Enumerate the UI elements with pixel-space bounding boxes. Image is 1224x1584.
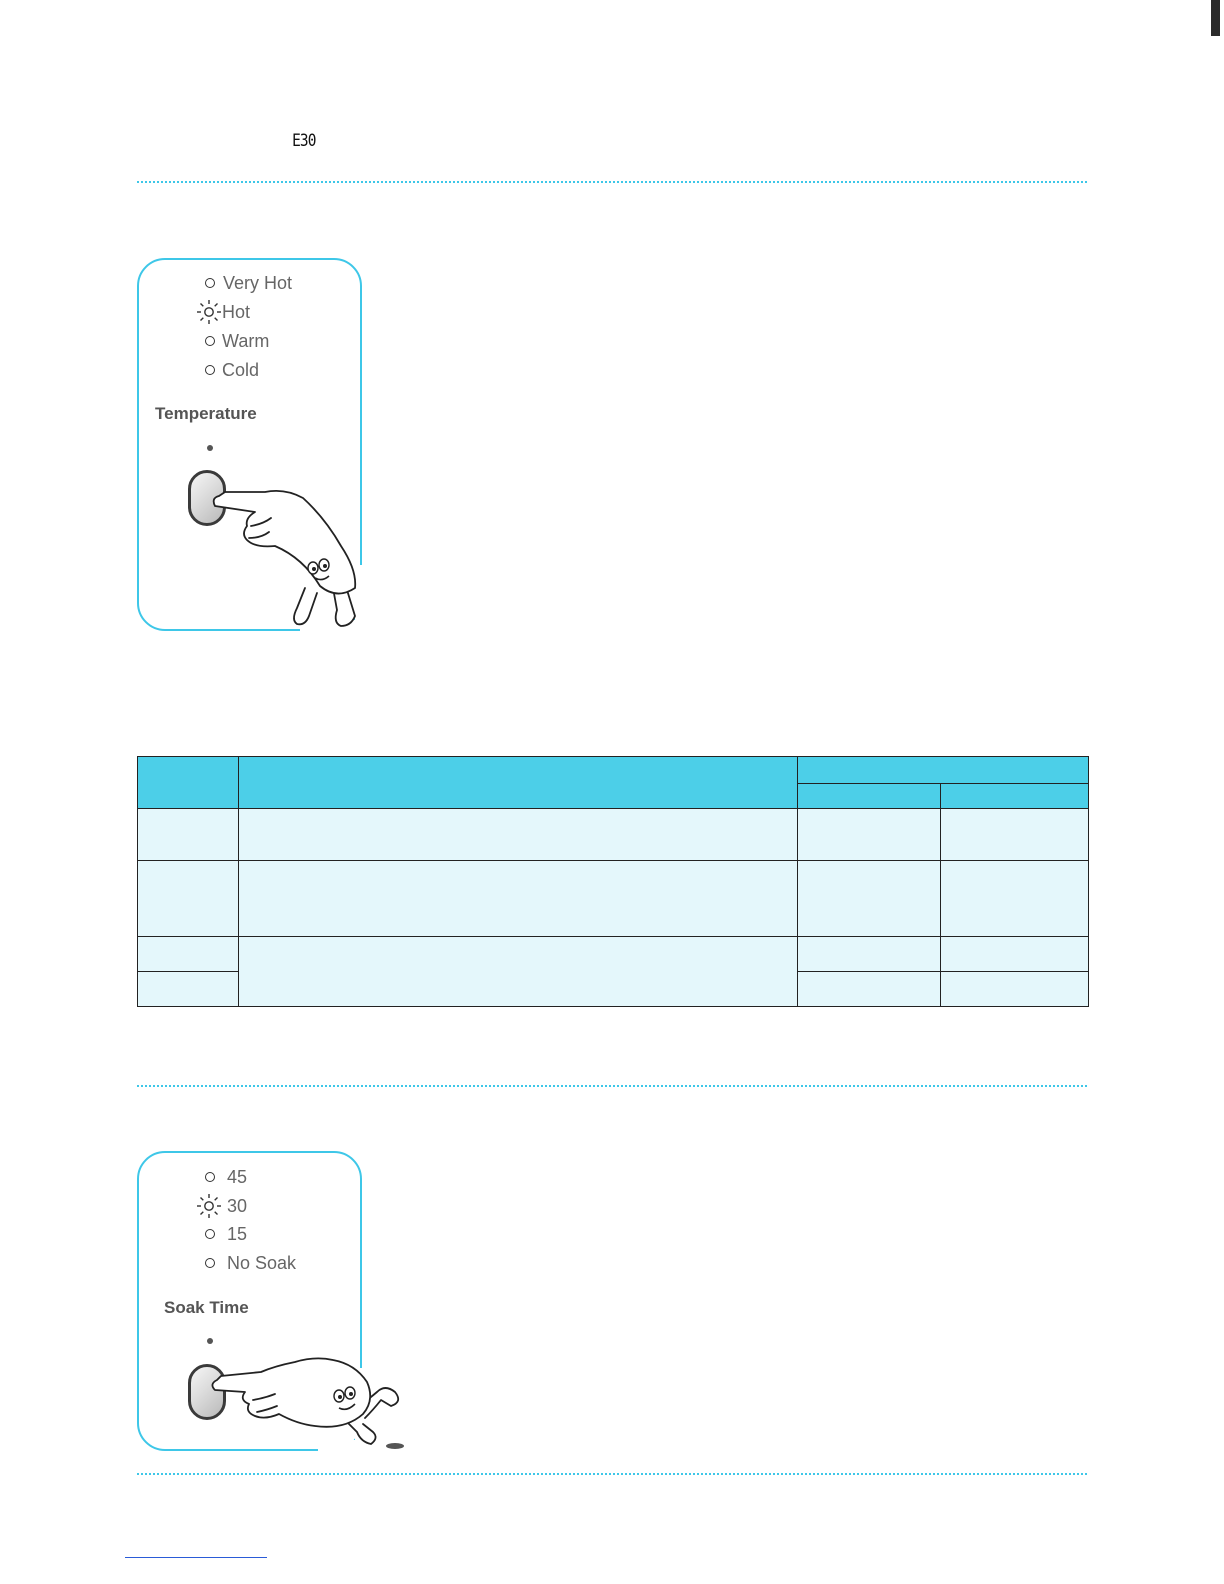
temperature-option-very-hot[interactable]: Very Hot (223, 273, 293, 293)
indicator-dot (207, 1338, 213, 1344)
table-row (138, 809, 1089, 861)
section-divider (137, 1473, 1087, 1475)
table-header-cell (798, 757, 1089, 784)
soak-option-45[interactable]: 45 (227, 1167, 248, 1187)
led-indicator-icon (205, 336, 215, 346)
temperature-option-cold[interactable]: Cold (222, 360, 260, 380)
lit-led-indicator-icon (196, 299, 222, 325)
temperature-panel-title: Temperature (155, 404, 257, 423)
temperature-option-warm[interactable]: Warm (222, 331, 270, 351)
lit-led-indicator-icon (196, 1193, 222, 1219)
led-indicator-icon (205, 1258, 215, 1268)
table-row (138, 861, 1089, 937)
page-tab-marker (1211, 0, 1220, 36)
running-hand-mascot-icon (205, 1352, 410, 1452)
soak-time-panel-title: Soak Time (164, 1298, 249, 1317)
led-indicator-icon (205, 1172, 215, 1182)
settings-table (137, 756, 1089, 1007)
error-code-display: E30 (292, 131, 316, 151)
table-row (138, 937, 1089, 972)
soak-option-no-soak[interactable]: No Soak (227, 1253, 297, 1273)
soak-option-30[interactable]: 30 (227, 1196, 248, 1216)
led-indicator-icon (205, 1229, 215, 1239)
led-indicator-icon (205, 278, 215, 288)
section-divider (137, 1085, 1087, 1087)
table-header-cell (798, 784, 941, 809)
footer-link-underline (125, 1557, 267, 1558)
table-header-cell (941, 784, 1089, 809)
led-indicator-icon (205, 365, 215, 375)
soak-option-15[interactable]: 15 (227, 1224, 248, 1244)
table-header-cell (138, 757, 239, 809)
temperature-option-hot[interactable]: Hot (222, 302, 251, 322)
indicator-dot (207, 445, 213, 451)
section-divider (137, 181, 1087, 183)
table-header-cell (239, 757, 798, 809)
pointing-hand-mascot-icon (205, 478, 365, 633)
